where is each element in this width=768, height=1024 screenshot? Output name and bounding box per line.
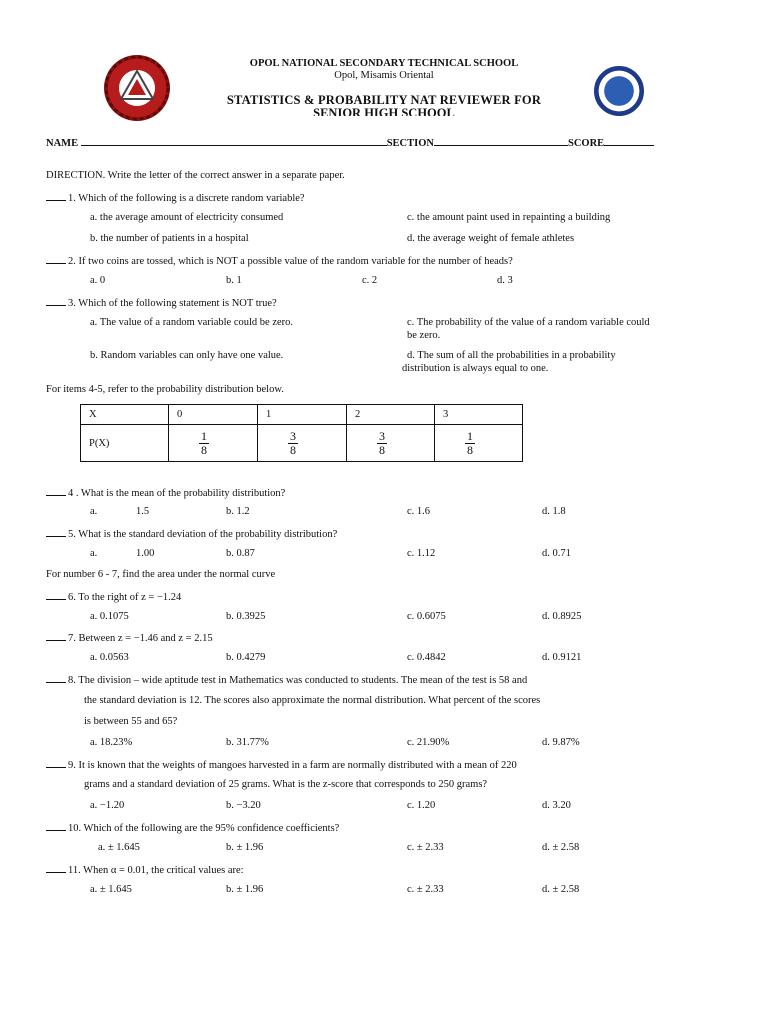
answer-blank	[46, 254, 66, 264]
q10-option-b: b. ± 1.96	[226, 842, 264, 853]
question-11: 11. When α = 0.01, the critical values are:	[46, 863, 244, 876]
table-row-px	[81, 425, 523, 462]
q9-option-d: d. 3.20	[542, 800, 571, 811]
q8-option-c: c. 21.90%	[407, 737, 450, 748]
question-6: 6. To the right of z = −1.24	[46, 590, 181, 603]
answer-blank	[46, 863, 66, 873]
student-info-line	[46, 136, 654, 149]
section-blank	[434, 136, 568, 146]
q4-option-a-value: 1.5	[136, 506, 150, 517]
normal-intro: For number 6 - 7, find the area under the normal curve	[46, 569, 276, 580]
score-label: SCORE	[567, 138, 605, 149]
q5-option-a: a.	[90, 548, 98, 559]
q3-option-c-cont: be zero.	[407, 330, 441, 341]
question-2: 2. If two coins are tossed, which is NOT a possible value of the random variable for the number of heads?	[46, 254, 513, 267]
q5-option-b: b. 0.87	[226, 548, 255, 559]
q8-line-3: is between 55 and 65?	[84, 716, 178, 727]
answer-blank	[46, 821, 66, 831]
q5-option-d: d. 0.71	[542, 548, 571, 559]
px-value: $\frac{1}{8}$	[169, 425, 258, 462]
px-value: $\frac{3}{8}$	[258, 425, 347, 462]
q6-option-b: b. 0.3925	[226, 611, 266, 622]
q11-option-b: b. ± 1.96	[226, 884, 264, 895]
q4-option-d: d. 1.8	[542, 506, 566, 517]
question-1: 1. Which of the following is a discrete random variable?	[46, 191, 305, 204]
q1-option-a: a. the average amount of electricity consumed	[90, 212, 284, 223]
q6-option-c: c. 0.6075	[407, 611, 446, 622]
q8-option-d: d. 9.87%	[542, 737, 580, 748]
q3-option-d-cont: distribution is always equal to one.	[402, 363, 549, 374]
x-header: X	[81, 405, 169, 425]
px-value: $\frac{3}{8}$	[347, 425, 435, 462]
q11-option-a: a. ± 1.645	[90, 884, 132, 895]
q1-option-b: b. the number of patients in a hospital	[90, 233, 249, 244]
q7-option-b: b. 0.4279	[226, 652, 266, 663]
q3-option-b: b. Random variables can only have one value.	[90, 350, 284, 361]
q2-option-a: a. 0	[90, 275, 106, 286]
name-label: NAME	[46, 138, 79, 149]
q6-option-d: d. 0.8925	[542, 611, 582, 622]
question-10: 10. Which of the following are the 95% confidence coefficients?	[46, 821, 339, 834]
question-3: 3. Which of the following statement is NOT true?	[46, 296, 277, 309]
q11-option-d: d. ± 2.58	[542, 884, 580, 895]
document-title: STATISTICS & PROBABILITY NAT REVIEWER FOR	[226, 93, 542, 107]
school-name: OPOL NATIONAL SECONDARY TECHNICAL SCHOOL	[249, 58, 519, 69]
q10-option-a: a. ± 1.645	[98, 842, 140, 853]
question-4: 4 . What is the mean of the probability distribution?	[46, 486, 285, 499]
q3-option-d: d. The sum of all the probabilities in a probability	[407, 350, 616, 361]
section-label: SECTION	[386, 138, 434, 149]
question-5: 5. What is the standard deviation of the probability distribution?	[46, 527, 337, 540]
document-subtitle: SENIOR HIGH SCHOOL	[313, 106, 455, 116]
answer-blank	[46, 191, 66, 201]
direction: DIRECTION. Write the letter of the correct answer in a separate paper.	[46, 170, 345, 181]
q4-option-a: a.	[90, 506, 98, 517]
answer-blank	[46, 527, 66, 537]
score-blank	[604, 136, 654, 146]
q4-option-c: c. 1.6	[407, 506, 431, 517]
q11-option-c: c. ± 2.33	[407, 884, 444, 895]
px-value: $\frac{1}{8}$	[435, 425, 523, 462]
question-8: 8. The division – wide aptitude test in Mathematics was conducted to students. The mean of the test is 58 and	[46, 673, 527, 686]
q10-option-d: d. ± 2.58	[542, 842, 580, 853]
question-9: 9. It is known that the weights of mangoes harvested in a farm are normally distributed with a mean of 220	[46, 758, 517, 771]
q7-option-d: d. 0.9121	[542, 652, 582, 663]
q9-option-b: b. −3.20	[226, 800, 261, 811]
x-value: 1	[258, 405, 347, 425]
answer-blank	[46, 590, 66, 600]
px-header: P(X)	[81, 425, 169, 462]
name-blank	[81, 136, 387, 146]
answer-blank	[46, 296, 66, 306]
q9-option-c: c. 1.20	[407, 800, 436, 811]
q1-option-d: d. the average weight of female athletes	[407, 233, 575, 244]
q8-option-a: a. 18.23%	[90, 737, 133, 748]
x-value: 2	[347, 405, 435, 425]
q5-option-a-value: 1.00	[136, 548, 155, 559]
school-location: Opol, Misamis Oriental	[334, 70, 434, 81]
q6-option-a: a. 0.1075	[90, 611, 129, 622]
answer-blank	[46, 631, 66, 641]
q4-option-b: b. 1.2	[226, 506, 250, 517]
q2-option-b: b. 1	[226, 275, 242, 286]
q7-option-a: a. 0.0563	[90, 652, 129, 663]
answer-blank	[46, 758, 66, 768]
q2-option-c: c. 2	[362, 275, 378, 286]
table-row-x	[81, 405, 523, 425]
answer-blank	[46, 486, 66, 496]
q9-line-2: grams and a standard deviation of 25 grams. What is the z-score that corresponds to 250 grams?	[84, 779, 488, 790]
q7-option-c: c. 0.4842	[407, 652, 446, 663]
q9-option-a: a. −1.20	[90, 800, 125, 811]
table-intro: For items 4-5, refer to the probability distribution below.	[46, 384, 284, 395]
x-value: 3	[435, 405, 523, 425]
answer-blank	[46, 673, 66, 683]
q8-option-b: b. 31.77%	[226, 737, 269, 748]
q10-option-c: c. ± 2.33	[407, 842, 444, 853]
q2-option-d: d. 3	[497, 275, 513, 286]
q3-option-a: a. The value of a random variable could be zero.	[90, 317, 294, 328]
q3-option-c: c. The probability of the value of a random variable could	[407, 317, 650, 328]
q5-option-c: c. 1.12	[407, 548, 436, 559]
q1-option-c: c. the amount paint used in repainting a building	[407, 212, 611, 223]
q8-line-2: the standard deviation is 12. The scores also approximate the normal distribution. What percent of the scores	[84, 695, 541, 706]
probability-distribution-table	[80, 404, 523, 462]
question-7: 7. Between z = −1.46 and z = 2.15	[46, 631, 213, 644]
x-value: 0	[169, 405, 258, 425]
